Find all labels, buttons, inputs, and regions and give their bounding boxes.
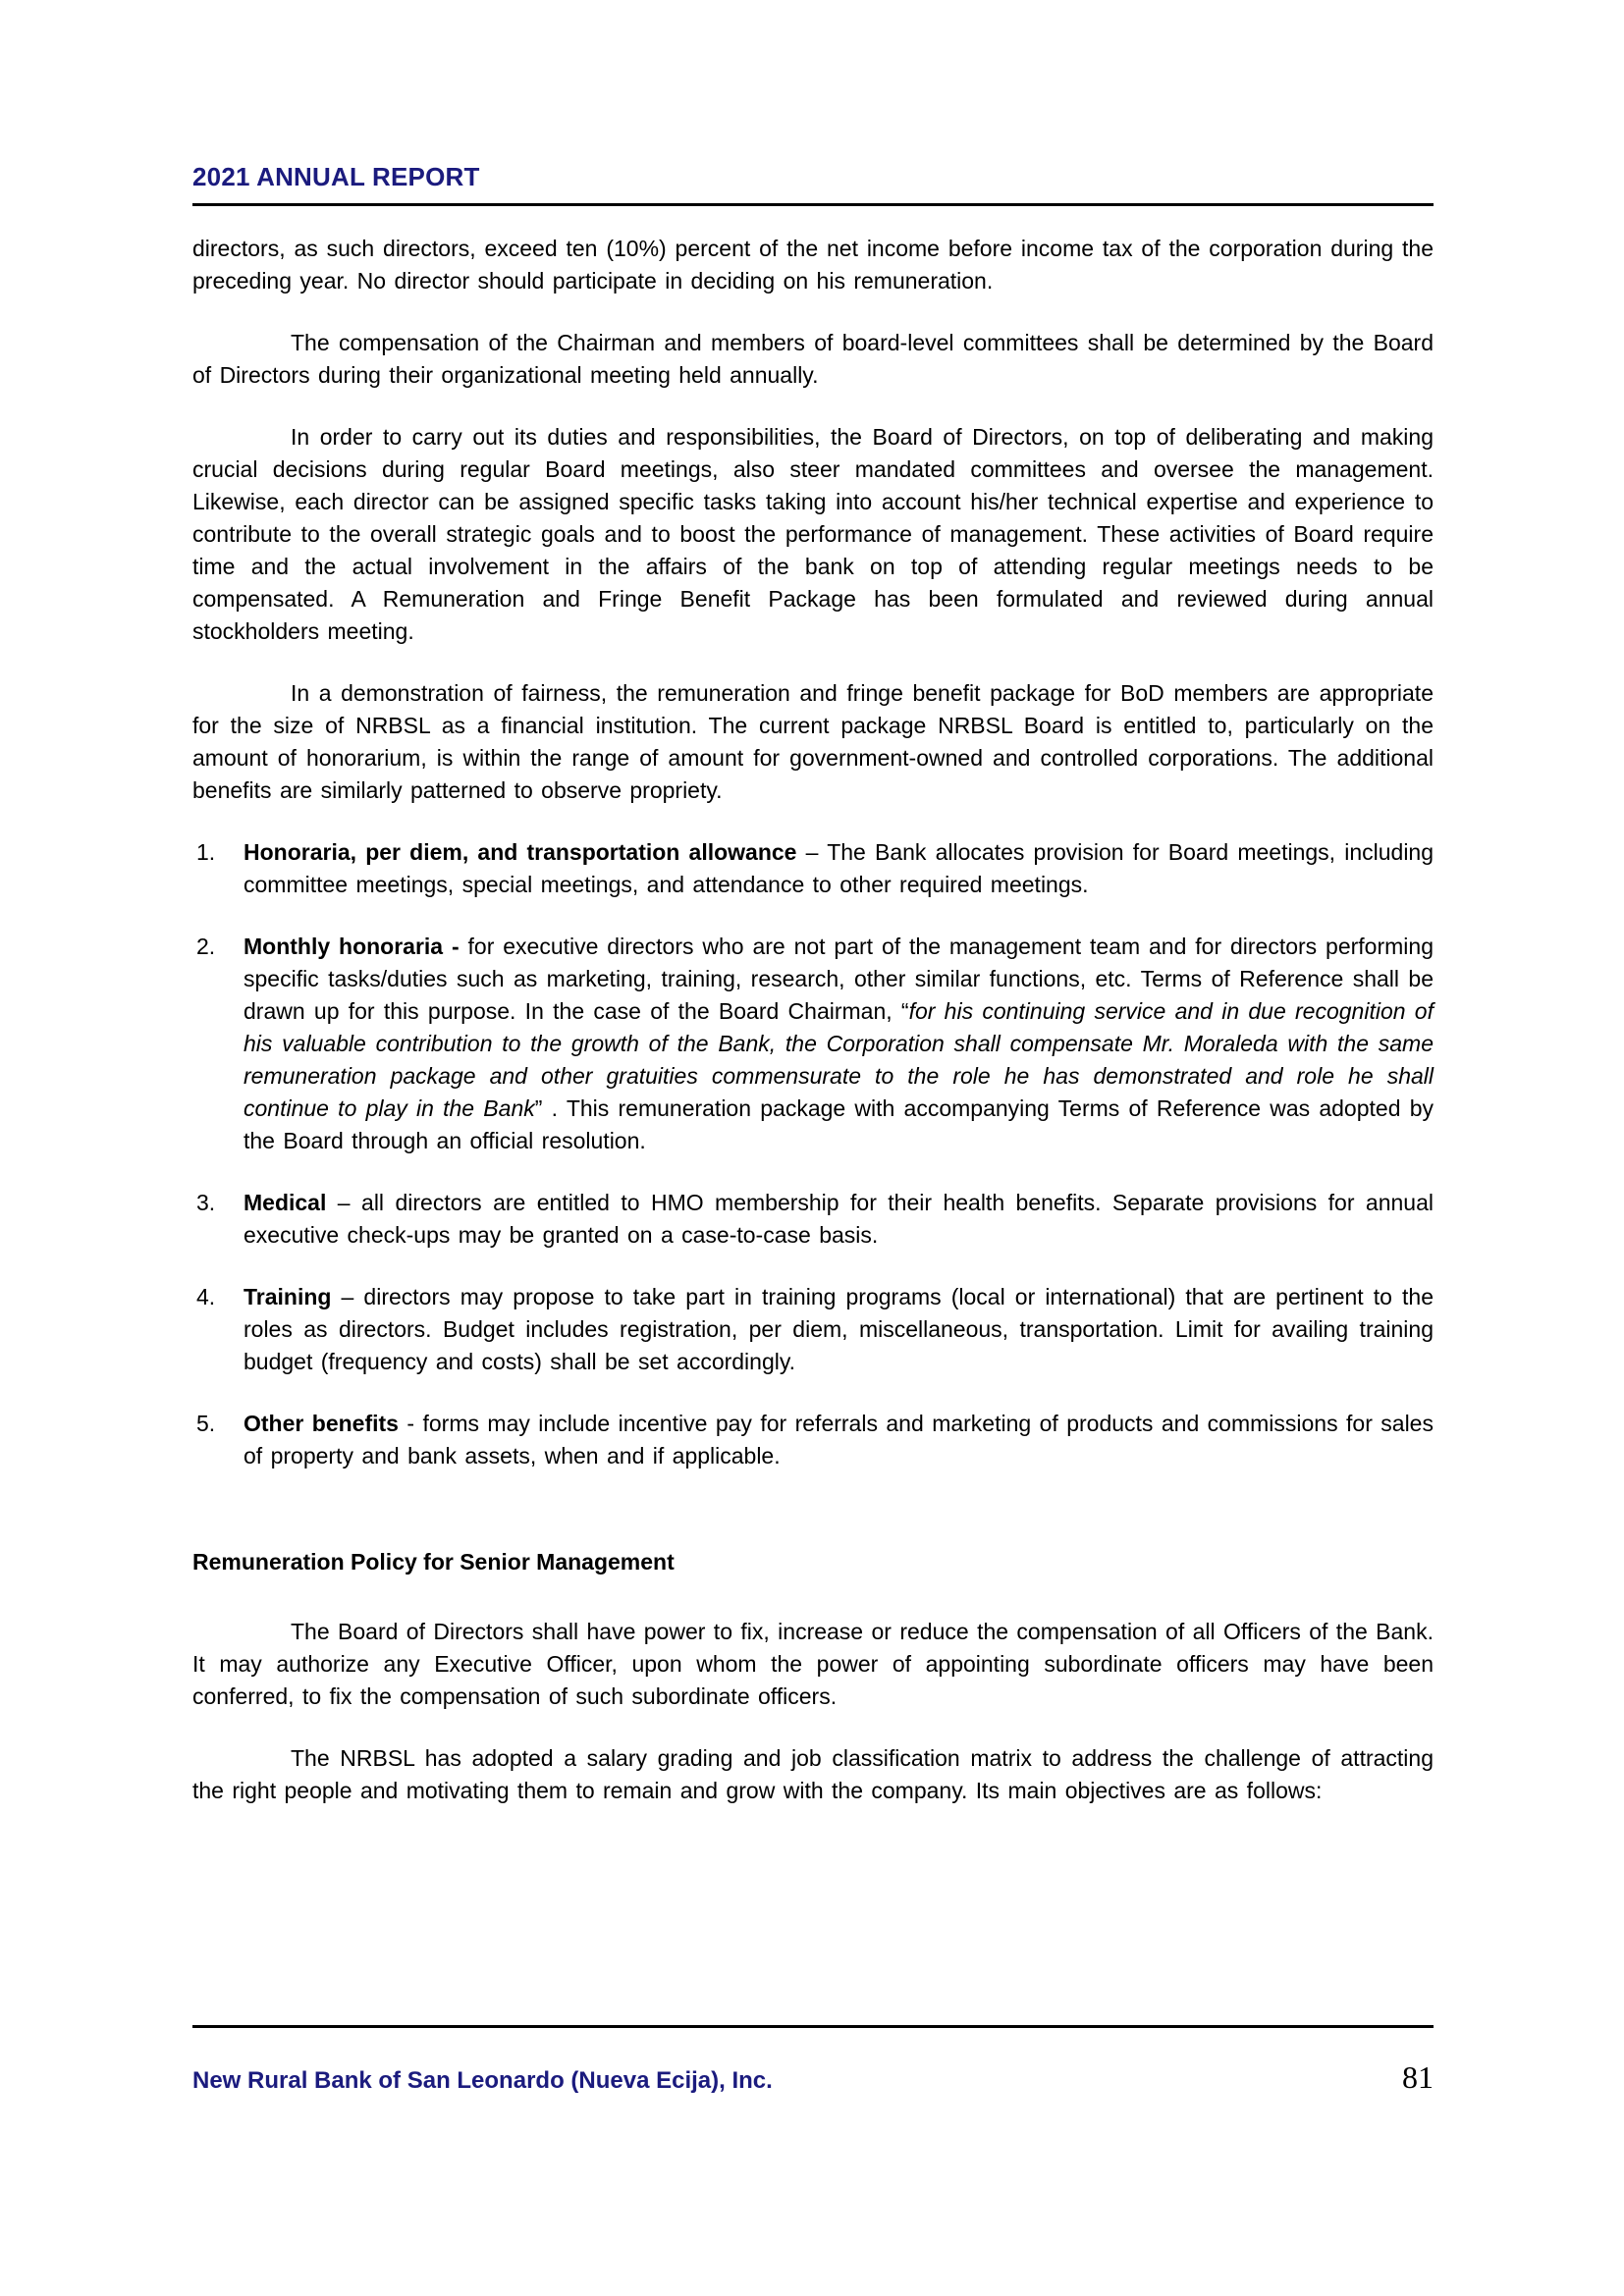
paragraph-salary-grading: The NRBSL has adopted a salary grading and job classification matrix to address the challenge of attracting the right people and motivating them to remain and grow with the company. Its main objectives are as follows: [192, 1745, 1434, 1803]
footer-page-number: 81 [1402, 2059, 1434, 2095]
chairman-quote: for his continuing service and in due recognition of his valuable contribution to the growth of the Bank, the Corporation shall compensate Mr. Moraleda with the same remuneration package and other gratuities commensurate to the role he has demonstrated and role he shall continue to play in the Bank [244, 998, 1434, 1121]
list-item-text: directors may propose to take part in training programs (local or international) that are pertinent to the roles as directors. Budget includes registration, per diem, miscellaneous, transportation. Limit for availing training budget (frequency and costs) shall be set accordingly. [244, 1284, 1434, 1374]
page-title: 2021 ANNUAL REPORT [192, 162, 480, 191]
paragraph-fairness: In a demonstration of fairness, the remuneration and fringe benefit package for BoD members are appropriate for the size of NRBSL as a financial institution. The current package NRBSL Board is entitled to, particularly on the amount of honorarium, is within the range of amount for government-owned and controlled corporations. The additional benefits are similarly patterned to observe propriety. [192, 680, 1434, 803]
list-item-separator: – [326, 1190, 362, 1215]
list-item-text: The Bank allocates provision for Board meetings, including committee meetings, special meetings, and attendance to other required meetings. [244, 839, 1435, 897]
senior-management-paragraphs [192, 1616, 1434, 1807]
paragraph-compensation: The compensation of the Chairman and members of board-level committees shall be determined by the Board of Directors during their organizational meeting held annually. [192, 330, 1434, 388]
list-item-number: 2. [196, 934, 216, 959]
list-item-monthly-honoraria [192, 931, 1434, 1157]
list-item-title: Medical [244, 1190, 327, 1215]
list-item-honoraria [192, 836, 1434, 901]
list-item-number: 5. [196, 1411, 216, 1436]
list-item-text: all directors are entitled to HMO membership for their health benefits. Separate provisions for annual executive check-ups may be granted on a case-to-case basis. [244, 1190, 1434, 1248]
header-divider [192, 203, 1434, 206]
list-item-title: Training [244, 1284, 332, 1309]
list-item-number: 4. [196, 1284, 216, 1309]
list-item-text: forms may include incentive pay for referrals and marketing of products and commissions for sales of property and bank assets, when and if applicable. [244, 1411, 1434, 1468]
list-item-text: for executive directors who are not part of the management team and for directors performing specific tasks/duties such as marketing, training, research, other similar functions, etc. Terms of Reference shall be drawn up for this purpose. In the case of the Board Chairman, “ [244, 934, 1434, 1024]
paragraph-continuation: directors, as such directors, exceed ten (10%) percent of the net income before income tax of the corporation during the preceding year. No director should participate in deciding on his remuneration. [192, 236, 1434, 294]
section-heading-remuneration-policy: Remuneration Policy for Senior Management [192, 1549, 675, 1575]
list-item-text: ” . This remuneration package with accompanying Terms of Reference was adopted by the Board through an official resolution. [244, 1095, 1434, 1153]
list-item-training [192, 1281, 1434, 1378]
footer-bank-name: New Rural Bank of San Leonardo (Nueva Ecija), Inc. [192, 2067, 773, 2094]
paragraph-board-power: The Board of Directors shall have power to fix, increase or reduce the compensation of all Officers of the Bank. It may authorize any Executive Officer, upon whom the power of appointing subordinate officers may have been conferred, to fix the compensation of such subordinate officers. [192, 1619, 1434, 1709]
page-footer [192, 2025, 1434, 2096]
list-item-separator: – [796, 839, 828, 865]
list-item-title: Other benefits [244, 1411, 399, 1436]
page-content [192, 160, 1434, 1807]
list-item-title: Monthly honoraria - [244, 934, 460, 959]
paragraph-duties: In order to carry out its duties and responsibilities, the Board of Directors, on top of deliberating and making crucial decisions during regular Board meetings, also steer mandated committees and oversee the management. Likewise, each director can be assigned specific tasks taking into account his/her technical expertise and experience to contribute to the overall strategic goals and to boost the performance of management. These activities of Board require time and the actual involvement in the affairs of the bank on top of attending regular meetings needs to be compensated. A Remuneration and Fringe Benefit Package has been formulated and reviewed during annual stockholders meeting. [192, 424, 1434, 644]
benefits-list [192, 836, 1434, 1472]
list-item-separator: – [331, 1284, 364, 1309]
list-item-other-benefits [192, 1408, 1434, 1472]
list-item-medical [192, 1187, 1434, 1252]
list-item-number: 1. [196, 839, 216, 865]
list-item-separator: - [398, 1411, 423, 1436]
footer-divider [192, 2025, 1434, 2028]
footer-row [192, 2059, 1434, 2096]
list-item-title: Honoraria, per diem, and transportation allowance [244, 839, 797, 865]
list-item-number: 3. [196, 1190, 216, 1215]
